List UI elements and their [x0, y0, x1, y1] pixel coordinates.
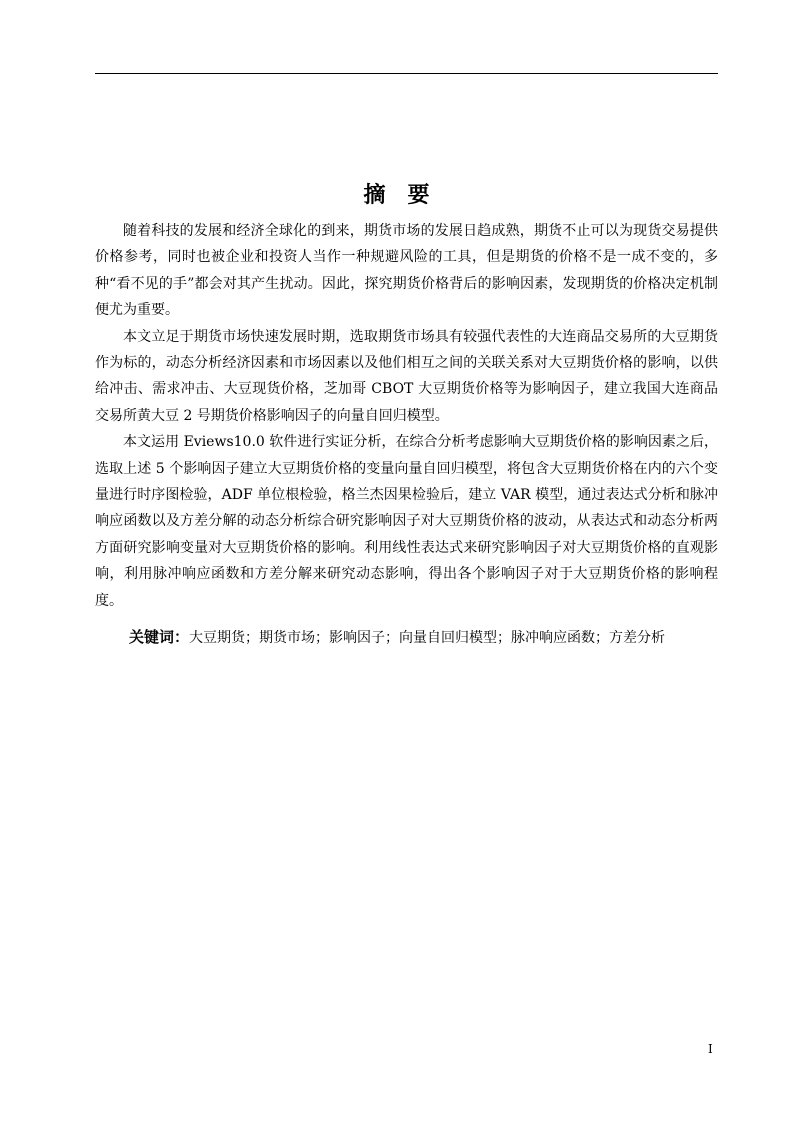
page-title: 摘要: [363, 181, 452, 208]
keywords-text: 大豆期货；期货市场；影响因子；向量自回归模型；脉冲响应函数；方差分析: [189, 630, 666, 647]
abstract-body: [95, 218, 718, 652]
abstract-paragraph-2: 本文立足于期货市场快速发展时期，选取期货市场具有较强代表性的大连商品交易所的大豆期货作为标的，动态分析经济因素和市场因素以及他们相互之间的关联关系对大豆期货价格的影响，以供给冲击、需求冲击、大豆现货价格，芝加哥 CBOT 大豆期货价格等为影响因子，建立我国大连商品交易所黄大豆 2 号期货价格影响因子的向量自回归模型。: [95, 328, 718, 424]
keywords-line: [95, 624, 718, 651]
header-rule: [95, 73, 718, 74]
abstract-paragraph-3: 本文运用 Eviews10.0 软件进行实证分析，在综合分析考虑影响大豆期货价格的影响因素之后，选取上述 5 个影响因子建立大豆期货价格的变量向量自回归模型，将包含大豆期货价格在内的六个变量进行时序图检验，ADF 单位根检验，格兰杰因果检验后，建立 VAR 模型，通过表达式分析和脉冲响应函数以及方差分解的动态分析综合研究影响因子对大豆期货价格的波动，从表达式和动态分析两方面研究影响变量对大豆期货价格的影响。利用线性表达式来研究影响因子对大豆期货价格的直观影响，利用脉冲响应函数和方差分解来研究动态影响，得出各个影响因子对于大豆期货价格的影响程度。: [95, 434, 718, 609]
abstract-paragraph-1: 随着科技的发展和经济全球化的到来，期货市场的发展日趋成熟，期货不止可以为现货交易提供价格参考，同时也被企业和投资人当作一种规避风险的工具，但是期货的价格不是一成不变的，多种“看不见的手”都会对其产生扰动。因此，探究期货价格背后的影响因素，发现期货的价格决定机制便尤为重要。: [95, 223, 718, 319]
page-number: I: [708, 1042, 713, 1056]
keywords-label: 关键词：: [129, 628, 190, 647]
